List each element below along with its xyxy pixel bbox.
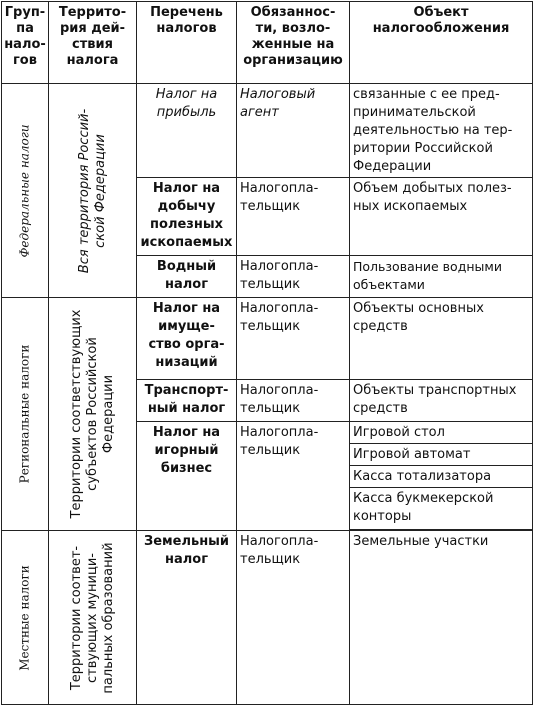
row-profit-tax [2,84,533,178]
tax-name-mining: Налог на добычу полезных ископаемых [137,178,237,256]
tax-name-transport: Транспорт- ный налог [137,380,237,422]
header-object-text: Объект налогообложения [372,5,510,36]
tax-name-land: Земельный налог [137,531,237,705]
object-gambling-table: Игровой стол [350,422,533,444]
group-local-label: Местные налоги [17,564,32,671]
territory-regional [49,298,137,531]
territory-local [49,531,137,705]
header-territory [49,2,137,84]
territory-regional-text: Территории соответствующих субъектов Российской Федерации [68,309,116,519]
duty-mining: Налогопла- тельщик [237,178,350,256]
duty-profit: Налоговый агент [237,84,350,178]
object-water: Пользование водными объектами [350,256,533,298]
group-federal [2,84,49,298]
object-property: Объекты основных средств [350,298,533,380]
tax-name-gambling: Налог на игорный бизнес [137,422,237,531]
group-regional-label: Региональные налоги [17,344,32,484]
header-duties-text: Обязаннос- ти, возло- женные на организацию [243,5,343,68]
header-group-text: Груп- па нало- гов [4,5,46,68]
group-federal-label: Федеральные налоги [17,123,32,258]
header-group [2,2,49,84]
object-gambling-machine: Игровой автомат [350,444,533,466]
duty-land: Налогопла- тельщик [237,531,350,705]
territory-federal [49,84,137,298]
duty-gambling: Налогопла- тельщик [237,422,350,531]
group-regional [2,298,49,531]
duty-property: Налогопла- тельщик [237,298,350,380]
territory-local-text: Территории соответ- ствующих муници- пальных образований [68,541,116,694]
header-taxes-text: Перечень налогов [150,5,223,36]
duty-transport: Налогопла- тельщик [237,380,350,422]
row-land-tax [2,531,533,705]
tax-name-property: Налог на имуще- ство орга- низаций [137,298,237,380]
header-duties [237,2,350,84]
row-property-tax [2,298,533,380]
tax-classification-table [1,1,533,705]
header-object [350,2,533,84]
territory-federal-text: Вся территория Россий- ской Федерации [76,108,108,273]
duty-water: Налогопла- тельщик [237,256,350,298]
object-gambling-totalizator: Касса тотализатора [350,466,533,488]
object-gambling-bookmaker: Касса букмекерской конторы [350,488,533,530]
object-mining: Объем добытых полез- ных ископаемых [350,178,533,256]
object-transport: Объекты транспортных средств [350,380,533,422]
group-local [2,531,49,705]
tax-name-water: Водный налог [137,256,237,298]
object-land: Земельные участки [350,531,533,705]
header-row [2,2,533,84]
header-territory-text: Террито- рия дей- ствия налога [58,5,127,68]
tax-name-profit: Налог на прибыль [137,84,237,178]
header-taxes [137,2,237,84]
object-profit: связанные с ее пред- принимательской деятельностью на тер- ритории Российской Федерации [350,84,533,178]
